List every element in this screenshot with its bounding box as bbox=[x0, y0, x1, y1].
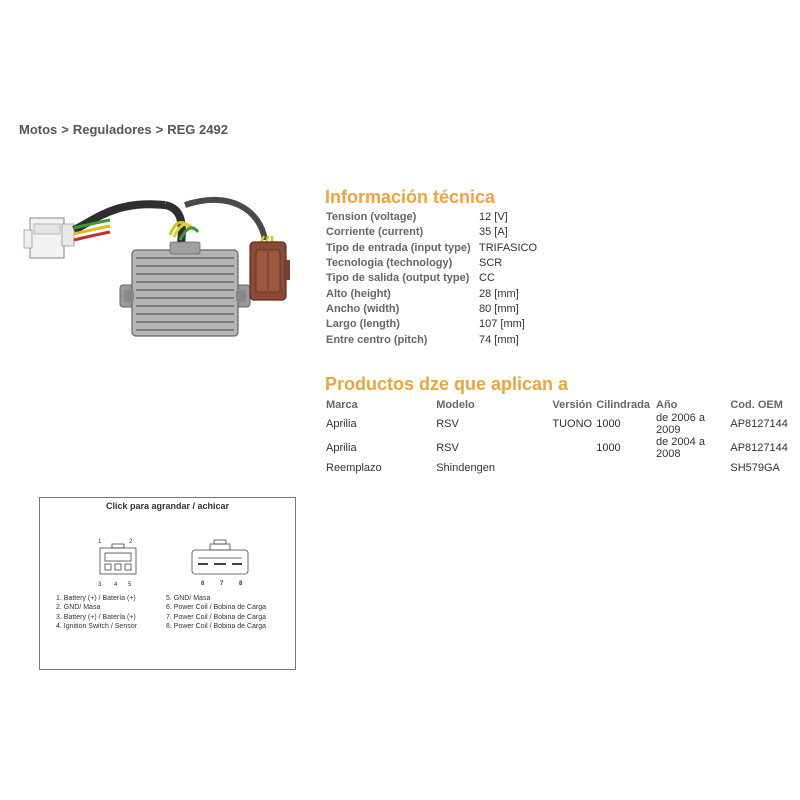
cell-oem: SH579GA bbox=[730, 461, 780, 474]
tech-info-value: 80 [mm] bbox=[479, 302, 519, 315]
tech-info-label: Alto (height) bbox=[326, 287, 391, 300]
tech-info-label: Entre centro (pitch) bbox=[326, 333, 428, 346]
cell-modelo: Shindengen bbox=[436, 461, 495, 474]
cell-version bbox=[552, 436, 596, 460]
pin-description: 2. GND/ Masa bbox=[56, 604, 101, 612]
tech-info-label: Tecnologia (technology) bbox=[326, 257, 453, 270]
applications-table bbox=[326, 397, 800, 475]
tech-info-value: TRIFASICO bbox=[479, 241, 538, 254]
tech-info-value: SCR bbox=[479, 257, 503, 270]
applications-row bbox=[326, 412, 800, 436]
cell-cilindrada: 1000 bbox=[596, 418, 621, 430]
heatsink-body bbox=[120, 242, 250, 336]
right-pin-8-label: 8 bbox=[239, 581, 243, 587]
breadcrumb-separator: > bbox=[155, 122, 164, 137]
header-oem: Cod. OEM bbox=[730, 398, 783, 411]
tech-info-value: CC bbox=[479, 272, 495, 285]
pin-description: 8. Power Coil / Bobina de Carga bbox=[166, 622, 266, 630]
pin-description: 6. Power Coil / Bobina de Carga bbox=[166, 604, 266, 612]
tech-info-label: Ancho (width) bbox=[326, 302, 400, 315]
breadcrumb-separator: > bbox=[61, 122, 69, 137]
tech-info-row bbox=[326, 256, 537, 271]
cell-version bbox=[552, 460, 596, 475]
left-pin-5-label: 5 bbox=[128, 582, 132, 588]
pin-description: 3. Battery (+) / Batería (+) bbox=[56, 613, 136, 621]
cell-marca: Aprilia bbox=[326, 442, 357, 454]
tech-info-row bbox=[326, 225, 537, 240]
tech-info-value: 35 [A] bbox=[479, 226, 508, 239]
pin-description: 5. GND/ Masa bbox=[166, 595, 211, 602]
tech-info-row bbox=[326, 210, 537, 225]
tech-info-label: Corriente (current) bbox=[326, 226, 424, 239]
cell-oem: AP8127144 bbox=[730, 442, 788, 454]
cell-version: TUONO bbox=[552, 418, 593, 430]
cell-anio: de 2006 a 2009 bbox=[656, 412, 705, 436]
tech-info-value: 107 [mm] bbox=[479, 318, 525, 331]
breadcrumb-motos[interactable]: Motos bbox=[19, 122, 58, 137]
right-pin-7-label: 7 bbox=[220, 581, 224, 587]
connector-diagram[interactable] bbox=[39, 497, 296, 670]
left-connector-drawing bbox=[100, 544, 136, 574]
tech-info-row bbox=[326, 241, 537, 256]
right-connector-drawing bbox=[192, 540, 248, 574]
cell-marca: Reemplazo bbox=[326, 461, 382, 474]
wire-bundle-left bbox=[74, 204, 182, 250]
pin-list-left bbox=[56, 594, 137, 631]
pin-list-right bbox=[166, 594, 266, 631]
pin-description: 1. Battery (+) / Batería (+) bbox=[56, 595, 136, 602]
applications-row bbox=[326, 460, 800, 475]
tech-info-row bbox=[326, 286, 537, 301]
header-cilindrada: Cilindrada bbox=[596, 398, 650, 411]
cell-modelo: RSV bbox=[436, 418, 459, 430]
applications-title: Productos dze que aplican a bbox=[325, 374, 569, 394]
tech-info-label: Largo (length) bbox=[326, 318, 400, 331]
tech-info-table bbox=[326, 210, 537, 348]
left-pin-2-label: 2 bbox=[129, 539, 133, 545]
tech-info-value: 74 [mm] bbox=[479, 333, 519, 346]
breadcrumb-current: REG 2492 bbox=[167, 122, 228, 137]
tech-info-value: 12 [V] bbox=[479, 211, 508, 224]
applications-header-row bbox=[326, 397, 800, 412]
tech-info-row bbox=[326, 271, 537, 286]
left-pin-4-label: 4 bbox=[114, 582, 118, 588]
diagram-caption[interactable]: Click para agrandar / achicar bbox=[105, 501, 230, 511]
product-image bbox=[20, 180, 310, 370]
pin-description: 4. Ignition Switch / Sensor bbox=[56, 622, 137, 630]
header-anio: Año bbox=[656, 398, 678, 411]
tech-info-title: Información técnica bbox=[325, 187, 496, 207]
cell-marca: Aprilia bbox=[326, 418, 357, 430]
tech-info-label: Tension (voltage) bbox=[326, 211, 417, 224]
breadcrumb-reguladores[interactable]: Reguladores bbox=[72, 122, 152, 137]
header-modelo: Modelo bbox=[436, 398, 475, 411]
tech-info-row bbox=[326, 317, 537, 332]
cell-cilindrada: 1000 bbox=[596, 442, 621, 454]
left-pin-3-label: 3 bbox=[98, 582, 102, 588]
breadcrumb bbox=[19, 122, 228, 137]
tech-info-value: 28 [mm] bbox=[479, 287, 519, 300]
pin-description: 7. Power Coil / Bobina de Carga bbox=[166, 613, 266, 621]
applications-row bbox=[326, 436, 800, 460]
right-pin-6-label: 6 bbox=[201, 581, 205, 587]
tech-info-row bbox=[326, 302, 537, 317]
connector-drawings bbox=[40, 498, 295, 669]
tech-info-label: Tipo de salida (output type) bbox=[326, 272, 470, 285]
white-connector bbox=[24, 218, 74, 258]
tech-info-row bbox=[326, 332, 537, 347]
left-pin-1-label: 1 bbox=[98, 539, 102, 545]
header-marca: Marca bbox=[326, 398, 358, 411]
brown-connector bbox=[250, 242, 290, 300]
cell-oem: AP8127144 bbox=[730, 418, 788, 430]
header-version: Versión bbox=[552, 398, 593, 411]
cell-cilindrada bbox=[596, 460, 656, 475]
cell-modelo: RSV bbox=[436, 442, 459, 454]
cell-anio bbox=[656, 460, 730, 475]
cell-anio: de 2004 a 2008 bbox=[656, 436, 705, 460]
tech-info-label: Tipo de entrada (input type) bbox=[326, 241, 471, 254]
